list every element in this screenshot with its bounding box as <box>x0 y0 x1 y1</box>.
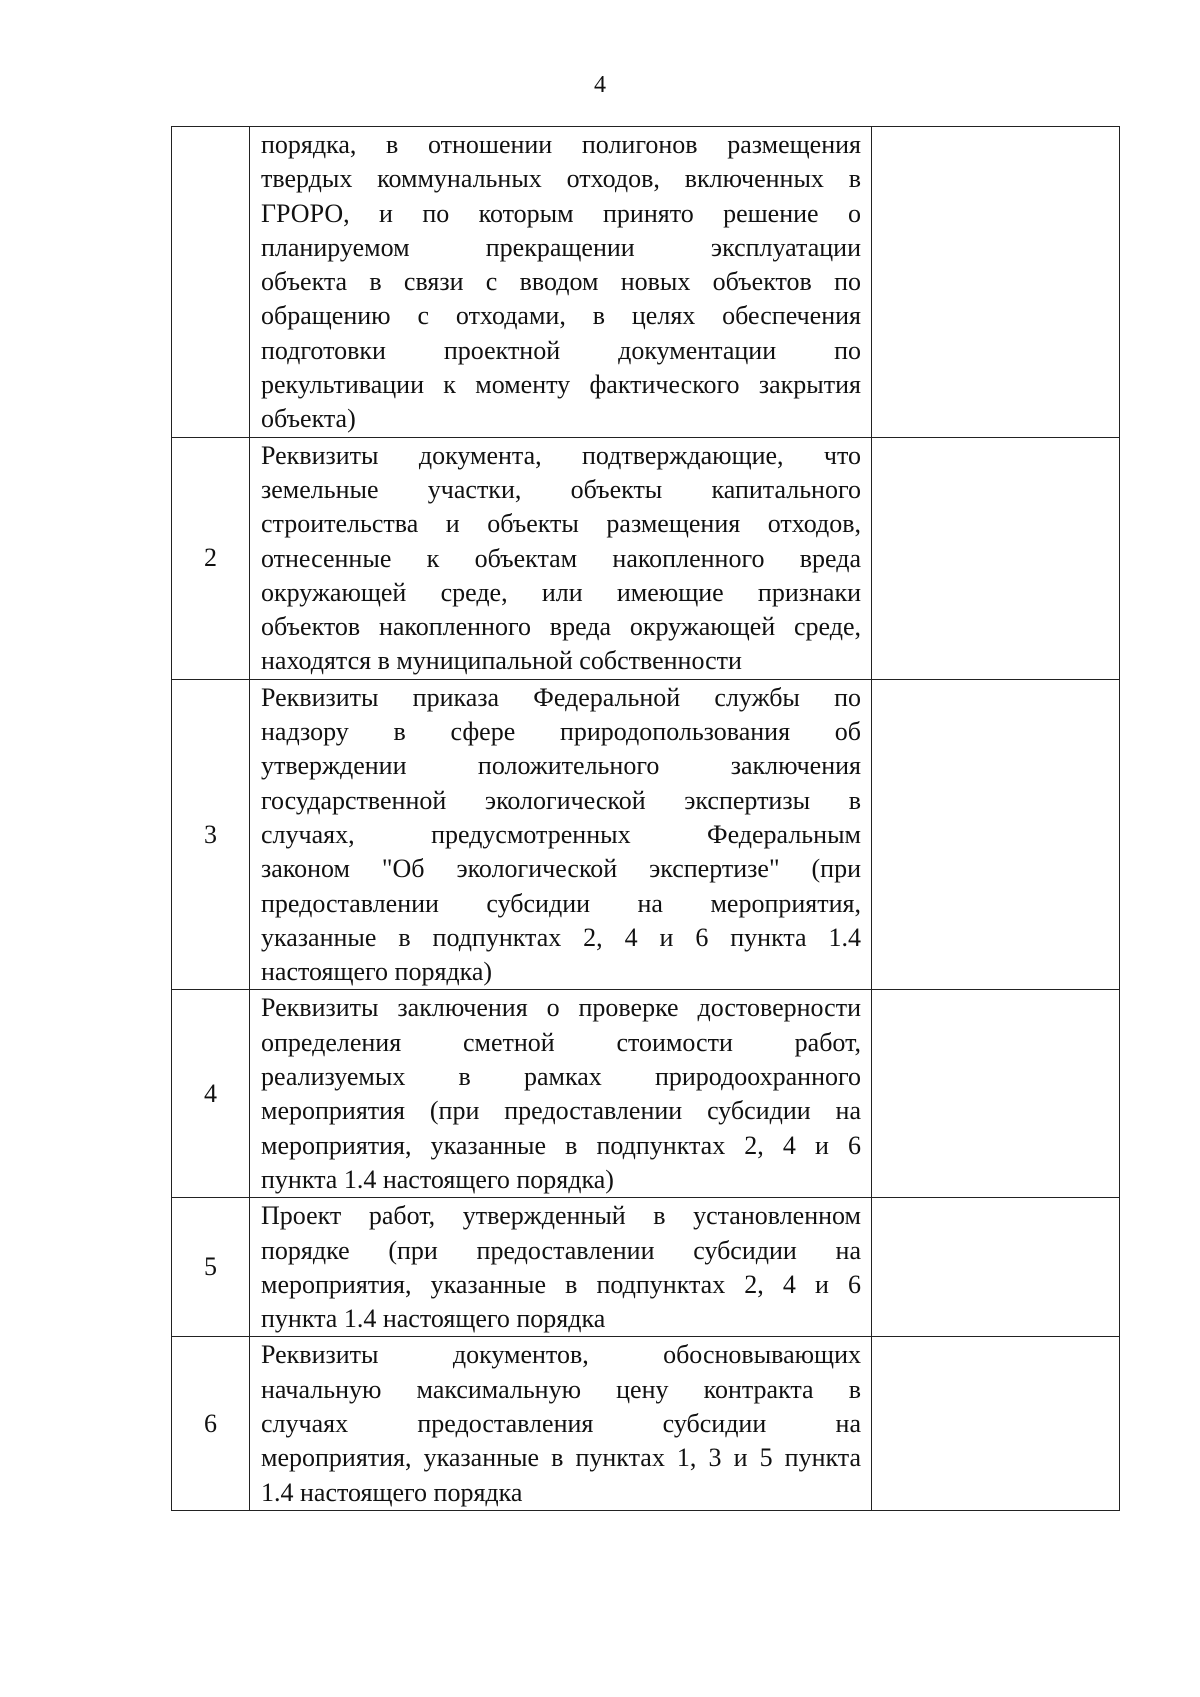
text-line: Реквизиты документов, обосновывающих <box>261 1340 861 1370</box>
row-number-cell: 2 <box>172 437 250 679</box>
text-line: обращению с отходами, в целях обеспечения <box>261 301 861 331</box>
text-line: ГРОРО, и по которым принято решение о <box>261 198 861 228</box>
text-line: Реквизиты заключения о проверке достоверности <box>261 993 861 1023</box>
row-number-cell: 5 <box>172 1198 250 1337</box>
table-row <box>172 1198 1120 1337</box>
empty-cell <box>872 679 1120 990</box>
row-text-cell <box>250 679 872 990</box>
table-row <box>172 679 1120 990</box>
text-line: рекультивации к моменту фактического закрытия <box>261 370 861 400</box>
row-text-cell <box>250 990 872 1198</box>
text-line: подготовки проектной документации по <box>261 335 861 365</box>
empty-cell <box>872 1198 1120 1337</box>
text-line: мероприятия, указанные в подпунктах 2, 4 и 6 <box>261 1269 861 1299</box>
empty-cell <box>872 990 1120 1198</box>
text-line: государственной экологической экспертизы в <box>261 785 861 815</box>
text-line: Реквизиты документа, подтверждающие, что <box>261 440 861 470</box>
text-line: порядке (при предоставлении субсидии на <box>261 1235 861 1265</box>
text-line: твердых коммунальных отходов, включенных в <box>261 164 861 194</box>
text-line: Проект работ, утвержденный в установленном <box>261 1201 861 1231</box>
table-row <box>172 990 1120 1198</box>
row-text-cell <box>250 1198 872 1337</box>
table-row <box>172 1337 1120 1510</box>
row-number-cell: 4 <box>172 990 250 1198</box>
text-line: начальную максимальную цену контракта в <box>261 1374 861 1404</box>
text-line: реализуемых в рамках природоохранного <box>261 1062 861 1092</box>
text-line: порядка, в отношении полигонов размещения <box>261 130 861 159</box>
text-line: земельные участки, объекты капитального <box>261 474 861 504</box>
row-text-cell <box>250 437 872 679</box>
text-line: случаях, предусмотренных Федеральным <box>261 819 861 849</box>
text-line: мероприятия, указанные в подпунктах 2, 4 и 6 <box>261 1130 861 1160</box>
text-line: Реквизиты приказа Федеральной службы по <box>261 682 861 712</box>
text-line: определения сметной стоимости работ, <box>261 1027 861 1057</box>
text-line: планируемом прекращении эксплуатации <box>261 232 861 262</box>
empty-cell <box>872 1337 1120 1510</box>
text-line: 1.4 настоящего порядка <box>261 1477 523 1507</box>
row-number-cell: 6 <box>172 1337 250 1510</box>
page-number: 4 <box>594 72 606 98</box>
text-line: мероприятия (при предоставлении субсидии на <box>261 1096 861 1126</box>
table-row <box>172 127 1120 438</box>
row-number-cell: 3 <box>172 679 250 990</box>
requisites-table <box>171 126 1120 1511</box>
empty-cell <box>872 127 1120 438</box>
text-line: находятся в муниципальной собственности <box>261 646 742 676</box>
text-line: законом "Об экологической экспертизе" (при <box>261 854 861 884</box>
text-line: указанные в подпунктах 2, 4 и 6 пункта 1.4 <box>261 922 861 952</box>
text-line: окружающей среде, или имеющие признаки <box>261 577 861 607</box>
text-line: объекта) <box>261 404 356 434</box>
text-line: пункта 1.4 настоящего порядка) <box>261 1164 614 1194</box>
text-line: объектов накопленного вреда окружающей среде, <box>261 612 861 642</box>
table-row <box>172 437 1120 679</box>
text-line: предоставлении субсидии на мероприятия, <box>261 888 861 918</box>
text-line: случаях предоставления субсидии на <box>261 1408 861 1438</box>
text-line: пункта 1.4 настоящего порядка <box>261 1304 606 1334</box>
row-text-cell <box>250 127 872 438</box>
empty-cell <box>872 437 1120 679</box>
text-line: отнесенные к объектам накопленного вреда <box>261 543 861 573</box>
text-line: надзору в сфере природопользования об <box>261 717 861 747</box>
row-number-cell <box>172 127 250 438</box>
row-text-cell <box>250 1337 872 1510</box>
text-line: объекта в связи с вводом новых объектов по <box>261 267 861 297</box>
text-line: мероприятия, указанные в пунктах 1, 3 и 5 пункта <box>261 1443 861 1473</box>
text-line: строительства и объекты размещения отходов, <box>261 509 861 539</box>
text-line: утверждении положительного заключения <box>261 751 861 781</box>
text-line: настоящего порядка) <box>261 957 493 987</box>
